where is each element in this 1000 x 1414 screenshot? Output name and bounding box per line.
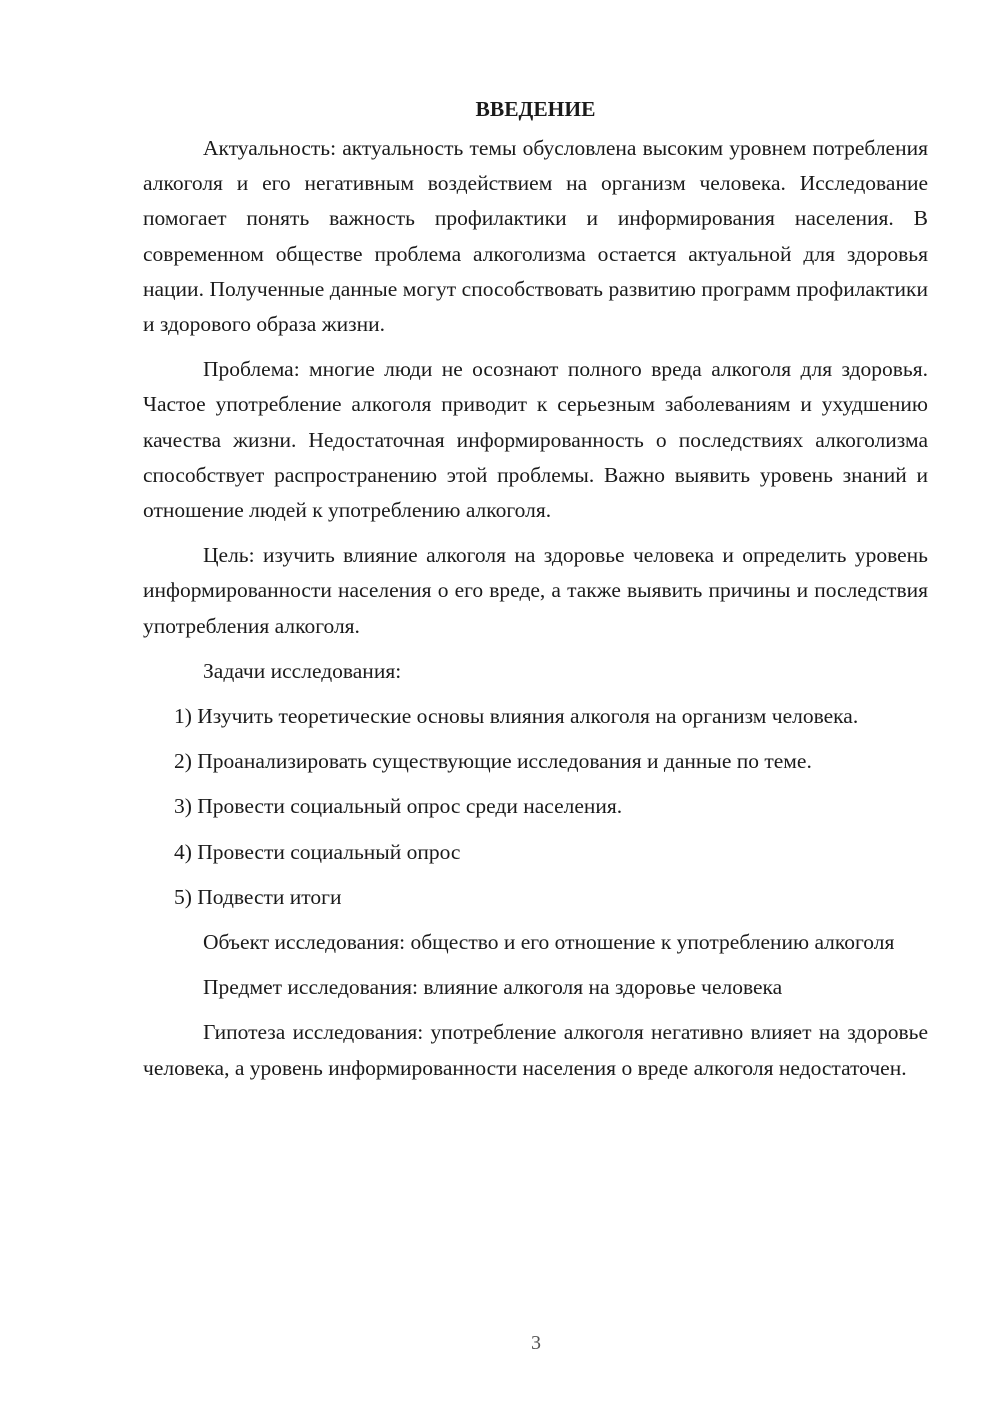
paragraph-tasks-title: Задачи исследования: [203,658,402,683]
page-content [143,92,928,1086]
section-heading: ВВЕДЕНИЕ [475,97,596,121]
task-item-1: 1) Изучить теоретические основы влияния алкоголя на организм человека. [174,704,859,729]
paragraph-problem: Проблема: многие люди не осознают полного вреда алкоголя для здоровья. Частое употребление алкоголя приводит к серьезным заболеваниям и ухудшению качества жизни. Недостаточная информированность о последствиях алкоголизма способствует распространению этой проблемы. Важно выявить уровень знаний и отношение людей к употреблению алкоголя. [143,357,928,523]
paragraph-relevance: Актуальность: актуальность темы обусловлена высоким уровнем потребления алкоголя и его негативным воздействием на организм человека. Исследование помогает понять важность профилактики и информирования населения. В современном обществе проблема алкоголизма остается актуальной для здоровья нации. Полученные данные могут способствовать развитию программ профилактики и здорового образа жизни. [143,136,928,337]
page-number: 3 [531,1332,541,1354]
task-item-2: 2) Проанализировать существующие исследования и данные по теме. [174,749,812,774]
paragraph-object: Объект исследования: общество и его отношение к употреблению алкоголя [203,930,895,955]
paragraph-subject: Предмет исследования: влияние алкоголя на здоровье человека [203,975,783,1000]
paragraph-goal: Цель: изучить влияние алкоголя на здоровье человека и определить уровень информированности населения о его вреде, а также выявить причины и последствия употребления алкоголя. [143,543,928,638]
task-item-5: 5) Подвести итоги [174,884,342,909]
paragraph-hypothesis: Гипотеза исследования: употребление алкоголя негативно влияет на здоровье человека, а уровень информированности населения о вреде алкоголя недостаточен. [143,1020,928,1080]
task-item-3: 3) Провести социальный опрос среди населения. [174,794,623,819]
task-item-4: 4) Провести социальный опрос [174,839,461,864]
